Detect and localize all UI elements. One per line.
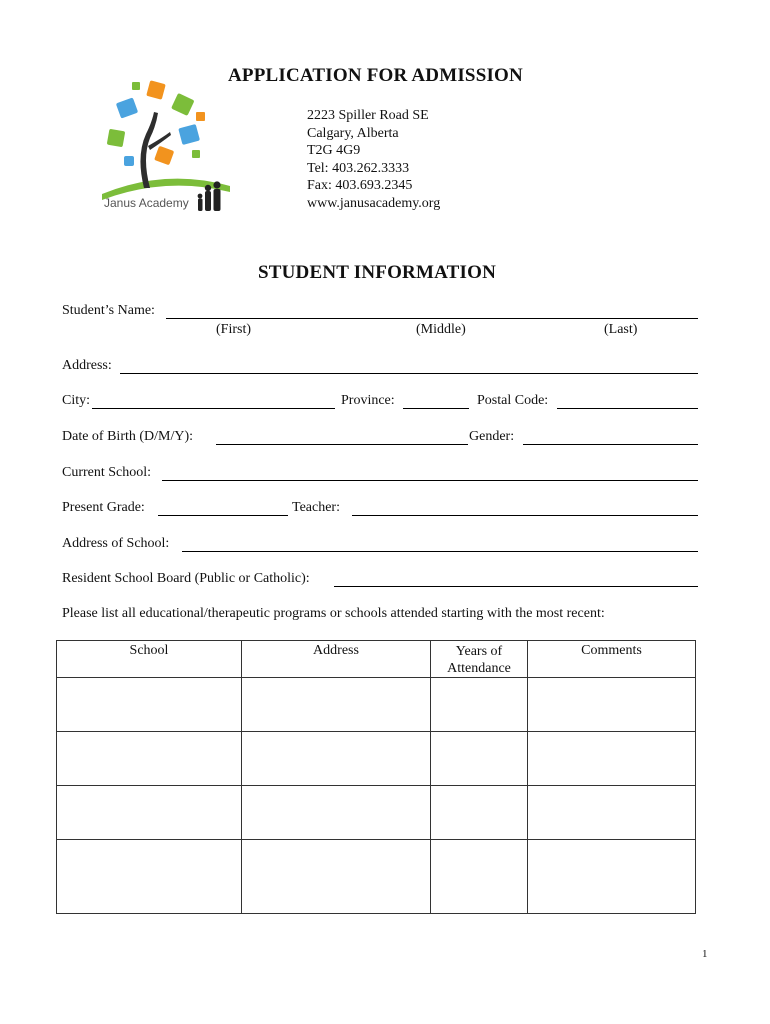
address-label: Address: bbox=[62, 358, 112, 373]
school-cell[interactable] bbox=[57, 678, 242, 732]
last-name-caption: (Last) bbox=[604, 322, 638, 337]
table-row bbox=[57, 840, 696, 914]
province-field[interactable] bbox=[403, 408, 469, 409]
address-line: Calgary, Alberta bbox=[307, 125, 399, 141]
teacher-label: Teacher: bbox=[292, 500, 340, 515]
gender-field[interactable] bbox=[523, 444, 698, 445]
table-row bbox=[57, 786, 696, 840]
years-cell[interactable] bbox=[431, 840, 528, 914]
school-cell[interactable] bbox=[57, 732, 242, 786]
postal-code-label: Postal Code: bbox=[477, 393, 549, 408]
address-cell[interactable] bbox=[242, 840, 431, 914]
present-grade-field[interactable] bbox=[158, 515, 288, 516]
column-header-comments: Comments bbox=[528, 641, 696, 678]
school-board-field[interactable] bbox=[334, 586, 698, 587]
present-grade-label: Present Grade: bbox=[62, 500, 145, 515]
column-header-school: School bbox=[57, 641, 242, 678]
middle-name-caption: (Middle) bbox=[416, 322, 466, 337]
address-cell[interactable] bbox=[242, 786, 431, 840]
school-board-label: Resident School Board (Public or Catholic): bbox=[62, 571, 310, 586]
table-row bbox=[57, 732, 696, 786]
school-address-field[interactable] bbox=[182, 551, 698, 552]
dob-label: Date of Birth (D/M/Y): bbox=[62, 429, 194, 444]
comments-cell[interactable] bbox=[528, 786, 696, 840]
comments-cell[interactable] bbox=[528, 840, 696, 914]
address-cell[interactable] bbox=[242, 678, 431, 732]
school-address-label: Address of School: bbox=[62, 536, 170, 551]
page-title: APPLICATION FOR ADMISSION bbox=[228, 65, 523, 86]
student-name-field[interactable] bbox=[166, 318, 698, 319]
table-header-row bbox=[57, 641, 696, 678]
teacher-field[interactable] bbox=[352, 515, 698, 516]
comments-cell[interactable] bbox=[528, 732, 696, 786]
province-label: Province: bbox=[341, 393, 395, 408]
years-cell[interactable] bbox=[431, 678, 528, 732]
comments-cell[interactable] bbox=[528, 678, 696, 732]
website-line: www.janusacademy.org bbox=[307, 195, 441, 211]
first-name-caption: (First) bbox=[216, 322, 251, 337]
years-cell[interactable] bbox=[431, 786, 528, 840]
logo-text: Janus Academy bbox=[104, 196, 189, 210]
dob-field[interactable] bbox=[216, 444, 468, 445]
address-cell[interactable] bbox=[242, 732, 431, 786]
years-cell[interactable] bbox=[431, 732, 528, 786]
column-header-years: Years of Attendance bbox=[431, 641, 528, 678]
programs-instruction: Please list all educational/therapeutic programs or schools attended starting with the most recent: bbox=[62, 606, 605, 621]
school-cell[interactable] bbox=[57, 840, 242, 914]
column-header-address: Address bbox=[242, 641, 431, 678]
current-school-label: Current School: bbox=[62, 465, 152, 480]
janus-academy-logo bbox=[96, 76, 236, 216]
fax-line: Fax: 403.693.2345 bbox=[307, 178, 413, 193]
address-line: 2223 Spiller Road SE bbox=[307, 108, 429, 123]
school-cell[interactable] bbox=[57, 786, 242, 840]
current-school-field[interactable] bbox=[162, 480, 698, 481]
programs-history-table bbox=[56, 640, 696, 914]
postal-code-field[interactable] bbox=[557, 408, 698, 409]
city-field[interactable] bbox=[92, 408, 335, 409]
table-row bbox=[57, 678, 696, 732]
section-title: STUDENT INFORMATION bbox=[258, 262, 496, 283]
address-field[interactable] bbox=[120, 373, 698, 374]
city-label: City: bbox=[62, 393, 91, 408]
page-number: 1 bbox=[702, 948, 708, 960]
address-line: T2G 4G9 bbox=[307, 143, 361, 158]
phone-line: Tel: 403.262.3333 bbox=[307, 160, 410, 176]
school-address-block bbox=[307, 107, 440, 212]
gender-label: Gender: bbox=[469, 429, 515, 444]
student-name-label: Student’s Name: bbox=[62, 303, 155, 318]
